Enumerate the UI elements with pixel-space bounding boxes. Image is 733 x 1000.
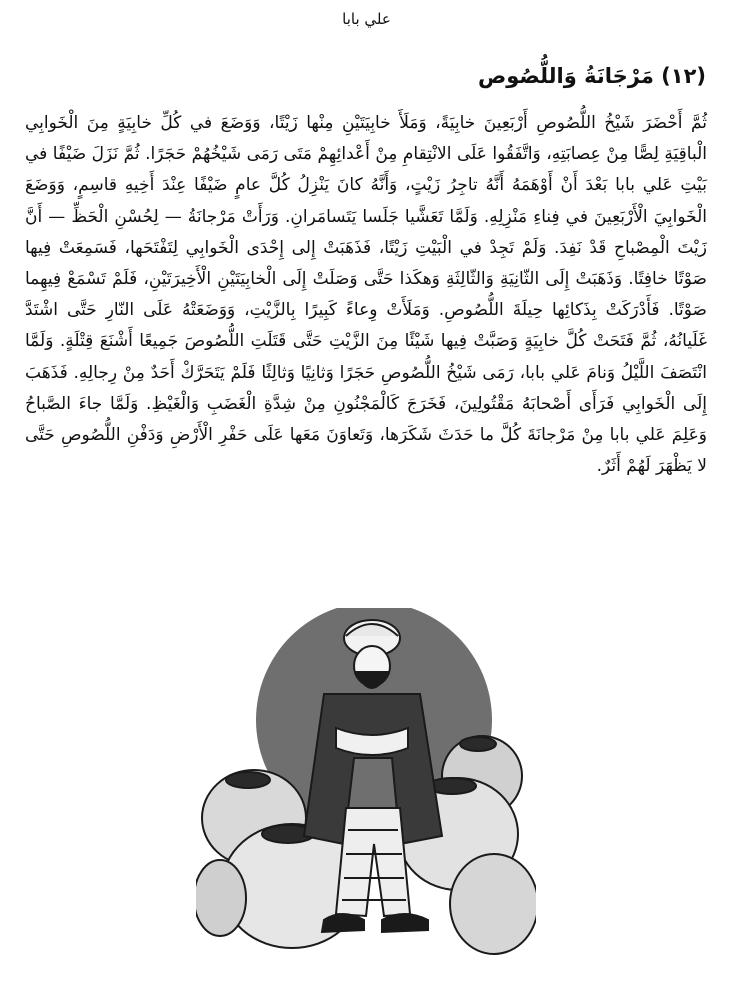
chapter-heading: [26, 64, 706, 88]
chapter-number: (١٢): [661, 64, 706, 88]
illustration: [196, 608, 536, 988]
chapter-title: مَرْجَانَةُ وَاللُّصُوص: [477, 64, 654, 88]
story-paragraph: ثُمَّ أَحْضَرَ شَيْخُ اللُّصُوصِ أَرْبَعِينَ خابِيَةً، وَمَلَأَ خابِيَتَيْنِ مِنْها زَيْتًا، وَوَضَعَ في كُلِّ خابِيَةٍ مِنَ الْخَوابِي الْباقِيَةِ لِصًّا مِنْ عِصابَتِهِ، وَاتَّفَقُوا عَلَى الانْتِقامِ مِنْ أَعْدائِهِمْ مَتَى رَمَى شَيْخُهُمْ حَجَرًا. ثُمَّ نَزَلَ ضَيْفًا في بَيْتِ عَلي بابا بَعْدَ أَنْ أَوْهَمَهُ أَنَّهُ تاجِرُ زَيْتٍ، وَأَنَّهُ كانَ يَنْزِلُ كُلَّ عامٍ ضَيْفًا عِنْدَ أَخِيهِ قاسِمٍ، وَوَضَعَ الْخَوابِيَ الْأَرْبَعِينَ في فِناءِ مَنْزِلِهِ. وَلَمَّا تَعَشَّيا جَلَسا يَتَسامَرانِ. وَرَأَتْ مَرْجانَةُ — لِحُسْنِ الْحَظِّ — أَنَّ زَيْتَ الْمِصْباحِ قَدْ نَفِدَ. وَلَمْ تَجِدْ في الْبَيْتِ زَيْتًا، فَذَهَبَتْ إِلى إِحْدَى الْخَوابِي لِتَفْتَحَها، فَسَمِعَتْ فِيها صَوْتًا خافِتًا. وَذَهَبَتْ إِلَى الثّانِيَةِ وَالثّالِثَةِ وَهكَذا حَتَّى وَصَلَتْ إِلَى الْخابِيَتَيْنِ الْأَخِيرَتَيْنِ، فَلَمْ تَسْمَعْ فِيهِما صَوْتًا. فَأَدْرَكَتْ بِذَكائِها حِيلَةَ اللُّصُوصِ. وَمَلَأَتْ وِعاءً كَبِيرًا بِالزَّيْتِ، وَوَضَعَتْهُ عَلَى النّارِ حَتَّى اشْتَدَّ غَلَيانُهُ، ثُمَّ فَتَحَتْ كُلَّ خابِيَةٍ وَصَبَّتْ فِيها شَيْئًا مِنَ الزَّيْتِ حَتَّى قَتَلَتِ اللُّصُوصَ جَمِيعًا أَشْنَعَ قِتْلَةٍ. وَلَمَّا انْتَصَفَ اللَّيْلُ وَنامَ عَلي بابا، رَمَى شَيْخُ اللُّصُوصِ حَجَرًا وَثانِيًا وَثالِثًا فَلَمْ يَتَحَرَّكْ أَحَدٌ مِنْ رِجالِهِ. فَذَهَبَ إِلَى الْخَوابِي فَرَأَى أَصْحابَهُ مَقْتُولِينَ، فَخَرَجَ كَالْمَجْنُونِ مِنْ شِدَّةِ الْغَضَبِ وَالْغَيْظِ. وَلَمَّا جاءَ الصَّباحُ وَعَلِمَ عَلي بابا مِنْ مَرْجانَةَ كُلَّ ما حَدَثَ شَكَرَها، وَتَعاوَنَ مَعَها عَلَى حَفْرِ الْأَرْضِ وَدَفْنِ اللُّصُوصِ حَتَّى لا يَظْهَرَ لَهُمْ أَثَرٌ.: [25, 113, 707, 477]
running-header: علي بابا: [342, 10, 391, 28]
